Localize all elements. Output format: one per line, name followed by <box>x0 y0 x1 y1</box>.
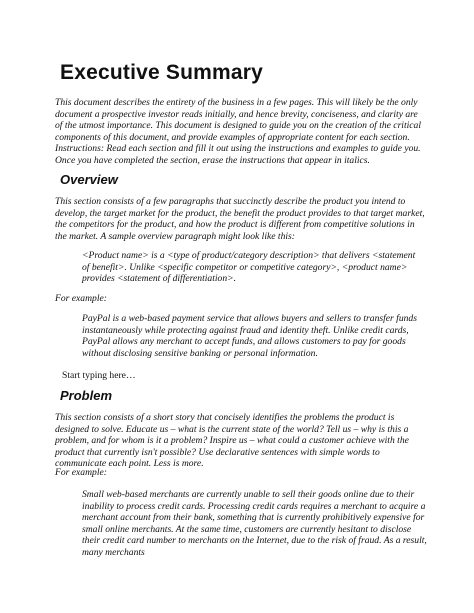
overview-sample-template: <Product name> is a <type of product/category description> that delivers <statement of benefit>. Unlike <specific competitor or competitive category>, <product name> provides <statement of differentiation>. <box>82 250 416 284</box>
problem-example: Small web-based merchants are currently unable to sell their goods online due to their inability to process credit cards. Processing credit cards requires a merchant to acquire a merchant account from their bank, something that is currently prohibitively expensive for small online merchants. At the same time, customers are currently hesitant to disclose their credit card number to merchants on the Internet, due to the risk of fraud. As a result, many merchants <box>82 489 427 558</box>
problem-heading: Problem <box>60 388 113 403</box>
overview-example: PayPal is a web-based payment service that allows buyers and sellers to transfer funds instantaneously while protecting against fraud and identity theft. Unlike credit cards, PayPal allows any merchant to accept funds, and allows customers to pay for goods without disclosing sensitive banking or personal information. <box>82 313 417 359</box>
overview-instructions: This section consists of a few paragraphs that succinctly describe the product you intend to develop, the target market for the product, the benefit the product provides to that target market, the competitors for the product, and how the product is different from competitive solutions in the market. A sample overview paragraph might look like this: <box>55 196 425 242</box>
overview-heading: Overview <box>60 172 118 187</box>
problem-instructions: This section consists of a short story that concisely identifies the problems the product is designed to solve. Educate us – what is the current state of the world? Tell us – why is this a problem, and for whom is it a problem? Inspire us – what could a customer achieve with the product that currently isn't possible? Use declarative sentences with simple words to communicate each point. Less is more. <box>55 412 409 469</box>
page-title: Executive Summary <box>60 61 264 84</box>
problem-example-label: For example: <box>55 467 107 478</box>
intro-paragraph: This document describes the entirety of the business in a few pages. This will likely be the only document a prospective investor reads initially, and hence brevity, conciseness, and clarity are of the utmost importance. This document is designed to guide you on the creation of the critical components of this document, and provide examples of appropriate content for each section. Instructions: Read each section and fill it out using the instructions and examples to guide you. Once you have completed the section, erase the instructions that appear in italics. <box>55 97 422 166</box>
overview-example-label: For example: <box>55 293 107 304</box>
overview-start-typing-field[interactable]: Start typing here… <box>62 370 136 381</box>
